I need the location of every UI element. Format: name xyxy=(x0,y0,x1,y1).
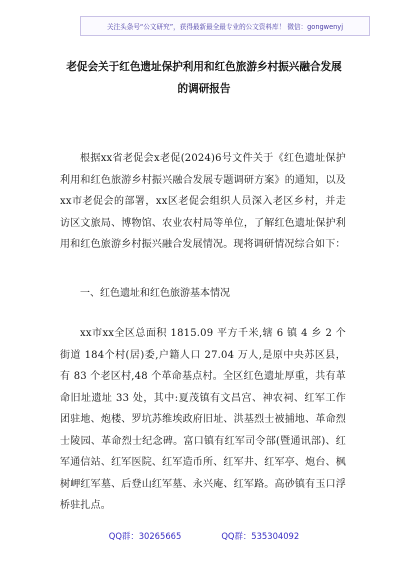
banner-text: 关注头条号“公文研究”，获得最新最全最专业的公文资料库！ 微信：gongwenyj xyxy=(106,23,344,31)
footer-qq-group-1: QQ群：30265665 xyxy=(108,531,182,541)
intro-paragraph: 根据xx省老促会x老促(2024)6号文件关于《红色遗址保护利用和红色旅游乡村振兴融合发展专题调研方案》的通知，以及xx市老促会的部署，xx区老促会组织人员深入老区乡村，并走访区文旅局、博物馆、农业农村局等单位，了解红色遗址保护利用和红色旅游乡村振兴融合发展情况。现将调研情况综合如下： xyxy=(60,153,346,250)
footer-qq-group-2: QQ群：535304092 xyxy=(221,531,300,541)
footer xyxy=(0,530,408,542)
section-paragraph: xx市xx全区总面积 1815.09 平方千米,辖 6 镇 4 乡 2 个街道 184个村(居)委,户籍人口 27.04 万人,是原中央苏区县，有 83 个老区村,48 个革命基点村。全区红色遗址厚重，共有革命旧址遗址 33 处，其中:夏茂镇有文昌宫、神农祠、红军工作团驻地、炮楼、罗坑苏维埃政府旧址、洪基烈士被捕地、革命烈士陵园、革命烈士纪念碑。富口镇有红军司令部(暨通讯部)、红军通信站、红军医院、红军造币所、红军井、红军亭、炮台、枫树岬红军墓、后登山红军墓、永兴庵、红军路。高砂镇有玉口浮桥驻扎点。 xyxy=(60,328,346,511)
document-title: 老促会关于红色遗址保护利用和红色旅游乡村振兴融合发展的调研报告 xyxy=(66,61,342,95)
section-heading: 一、红色遗址和红色旅游基本情况 xyxy=(80,288,230,299)
top-banner xyxy=(80,16,370,36)
